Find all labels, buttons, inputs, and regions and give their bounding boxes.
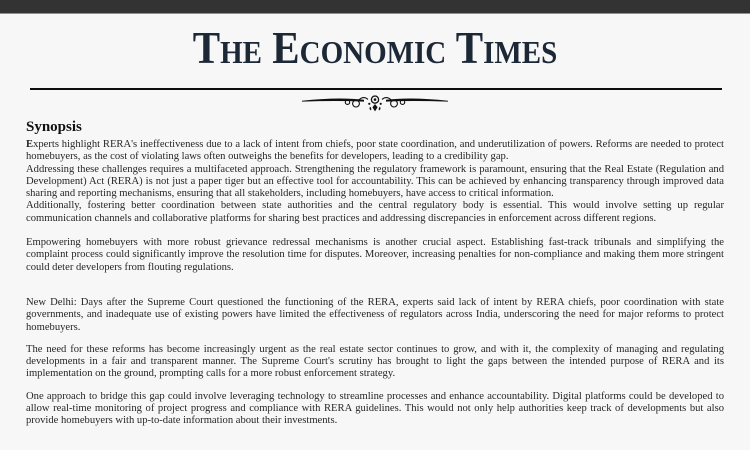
masthead-logo[interactable]: The Economic Times — [192, 22, 558, 73]
masthead-rule — [30, 88, 722, 90]
masthead — [0, 14, 750, 79]
synopsis-paragraph: Addressing these challenges requires a multifaceted approach. Strengthening the regulatory framework is paramount, ensuring that the Real Estate (Regulation and Development) Act (RERA) is not just a paper tiger but an effective tool for accountability. This can be achieved by enhancing transparency through improved data sharing and reporting mechanisms, ensuring that all stakeholders, including homebuyers, have access to critical information. — [26, 163, 724, 200]
article-body — [26, 297, 724, 428]
window-chrome-bar — [0, 0, 750, 14]
article-paragraph: One approach to bridge this gap could involve leveraging technology to streamline processes and enhance accountability. Digital platforms could be developed to allow real-time monitoring of project progress and compliance with RERA guidelines. This would not only help authorities keep track of developments but also provide homebuyers with up-to-date information about their investments. — [26, 390, 724, 427]
article-page — [0, 113, 750, 428]
synopsis-paragraph: Empowering homebuyers with more robust grievance redressal mechanisms is another crucial aspect. Establishing fast-track tribunals and simplifying the complaint process could significantly improve the resolution time for disputes. Moreover, increasing penalties for non-compliance and making them more stringent could deter developers from flouting regulations. — [26, 237, 724, 273]
synopsis-heading: Synopsis — [26, 119, 82, 135]
synopsis-paragraph: Experts highlight RERA's ineffectiveness due to a lack of intent from chiefs, poor state coordination, and underutilization of powers. Reforms are needed to protect homebuyers, as the cost of violating laws often outweighs the benefits for developers, leading to a credibility gap. — [26, 139, 724, 163]
flourish-divider-icon — [0, 91, 750, 113]
synopsis-paragraph: Additionally, fostering better coordination between state authorities and the central regulatory body is essential. This would involve setting up regular communication channels and collaborative platforms for sharing best practices and addressing discrepancies in enforcement across different regions. — [26, 200, 724, 224]
article-paragraph: New Delhi: Days after the Supreme Court questioned the functioning of the RERA, experts said lack of intent by RERA chiefs, poor coordination with state governments, and inadequate use of existing powers have limited the effectiveness of regulators across India, underscoring the need for major reforms to protect homebuyers. — [26, 296, 724, 333]
article-paragraph: The need for these reforms has become increasingly urgent as the real estate sector continues to grow, and with it, the complexity of managing and regulating developments in a fair and transparent manner. The Supreme Court's scrutiny has brought to light the gaps between the intended purpose of RERA and its implementation on the ground, prompting calls for a more robust enforcement strategy. — [26, 343, 724, 380]
synopsis-section — [26, 119, 724, 274]
